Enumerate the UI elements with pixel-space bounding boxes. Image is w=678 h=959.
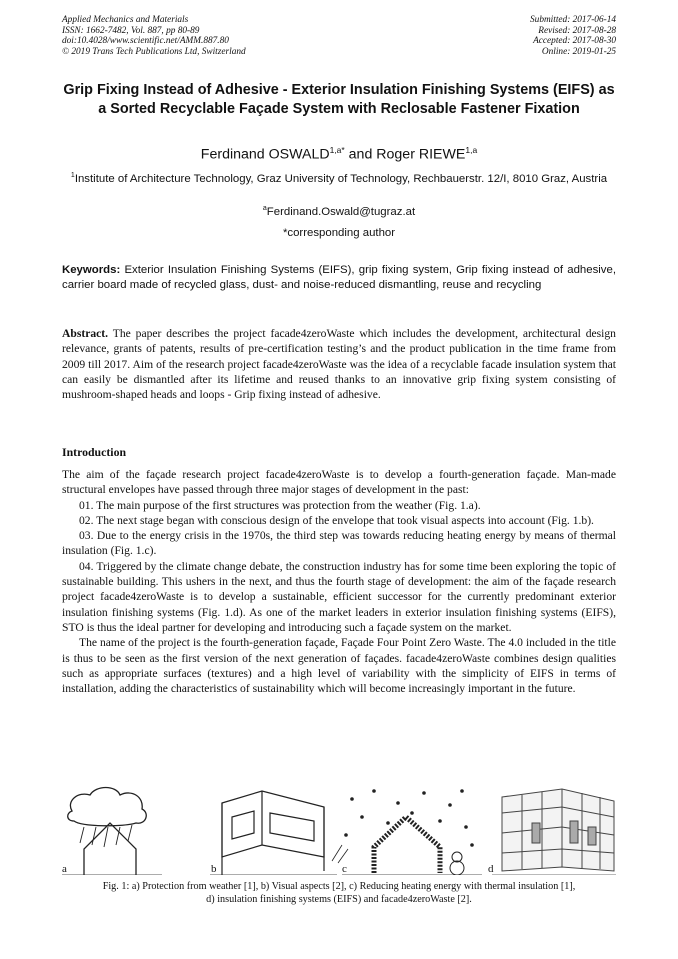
keywords-text: Exterior Insulation Finishing Systems (EIFS), grip fixing system, Grip fixing instead of adhesive, carrier board made of recycled glass, dust- and noise-reduced dismantling, reuse and recycling bbox=[62, 264, 616, 291]
revised-date: Revised: 2017-08-28 bbox=[538, 25, 616, 36]
figure-caption-line-1: Fig. 1: a) Protection from weather [1], b) Visual aspects [2], c) Reducing heating energy with thermal insulation [1], bbox=[102, 881, 576, 892]
corresponding-note: *corresponding author bbox=[282, 227, 396, 239]
figure-1c-insulated-house-drawing bbox=[342, 790, 482, 875]
email-address[interactable]: Ferdinand.Oswald@tugraz.at bbox=[266, 205, 416, 218]
keywords-label: Keywords: bbox=[62, 264, 121, 276]
issn: ISSN: 1662-7482, Vol. 887, pp 80-89 bbox=[62, 25, 200, 36]
abstract-text: The paper describes the project facade4zeroWaste which includes the development, architectural design relevance, grants of patents, results of pre-certification testing’s and the product publication in the time frame from 2009 till 2017. Aim of the research project facade4zeroWaste was the idea of a recyclable facade insulation system that can easily be dismantled after its lifetime and reused thanks to an innovative grip fixing system consisting of mushroom-shaped heads and loops - Grip fixing instead of adhesive. bbox=[62, 327, 616, 402]
email-line bbox=[62, 205, 616, 218]
abstract bbox=[62, 326, 616, 402]
figure-label-c: c bbox=[342, 863, 347, 875]
introduction-heading: Introduction bbox=[62, 445, 127, 459]
keywords bbox=[62, 263, 616, 292]
introduction-body bbox=[62, 467, 616, 696]
author-1: Ferdinand OSWALD bbox=[200, 146, 330, 163]
figure-1a-shelter-drawing bbox=[62, 788, 162, 876]
figure-caption-line-2: d) insulation finishing systems (EIFS) and facade4zeroWaste [2]. bbox=[206, 894, 472, 905]
author-1-sup: 1,a* bbox=[329, 145, 345, 155]
figure-1b-building-drawing bbox=[210, 791, 348, 875]
intro-paragraph-4: 03. Due to the energy crisis in the 1970s, the third step was towards reducing heating energy by means of thermal insulation (Fig. 1.c). bbox=[62, 529, 616, 558]
email-sup: a bbox=[262, 205, 267, 212]
author-line bbox=[62, 145, 616, 163]
copyright: © 2019 Trans Tech Publications Ltd, Switzerland bbox=[62, 46, 246, 57]
submitted-date: Submitted: 2017-06-14 bbox=[530, 15, 616, 25]
figure-caption bbox=[62, 880, 616, 906]
intro-paragraph-1: The aim of the façade research project facade4zeroWaste is to develop a fourth-generation façade. Man-made structural envelopes have passed through three major stages of development in the past: bbox=[62, 468, 616, 497]
author-2-sup: 1,a bbox=[465, 145, 478, 155]
affiliation bbox=[62, 168, 616, 187]
abstract-label: Abstract. bbox=[62, 327, 109, 340]
dates-meta bbox=[530, 15, 616, 57]
accepted-date: Accepted: 2017-08-30 bbox=[533, 36, 616, 47]
figure-1 bbox=[62, 783, 616, 875]
affiliation-sup: 1 bbox=[70, 172, 75, 179]
intro-paragraph-3: 02. The next stage began with conscious design of the envelope that took visual aspects into account (Fig. 1.b). bbox=[79, 513, 594, 527]
intro-paragraph-6: The name of the project is the fourth-generation façade, Façade Four Point Zero Waste. The 4.0 included in the title is thus to be seen as the first version of the next generation of façades. facade4zeroWaste combines design qualities such as appropriate surfaces (textures) and a high level of variability with the simplicity of EIFS in terms of installation, adding the characteristics of sustainability which will become increasingly important in the future. bbox=[62, 636, 616, 696]
journal-meta bbox=[62, 15, 246, 57]
doi: doi:10.4028/www.scientific.net/AMM.887.80 bbox=[62, 36, 229, 47]
figure-label-a: a bbox=[62, 863, 67, 875]
figure-1d-facade-drawing bbox=[492, 789, 616, 875]
figure-label-d: d bbox=[488, 863, 494, 875]
paper-title: Grip Fixing Instead of Adhesive - Exterior Insulation Finishing Systems (EIFS) as a Sorted Recyclable Façade System with Reclosable Fastener Fixation bbox=[63, 82, 615, 117]
intro-paragraph-2: 01. The main purpose of the first structures was protection from the weather (Fig. 1.a). bbox=[79, 498, 481, 512]
online-date: Online: 2019-01-25 bbox=[541, 46, 616, 57]
author-2: Roger RIEWE bbox=[376, 146, 466, 163]
journal-name: Applied Mechanics and Materials bbox=[62, 15, 189, 25]
figure-label-b: b bbox=[211, 863, 217, 875]
affiliation-text: Institute of Architecture Technology, Graz University of Technology, Rechbauerstr. 12/I, 8010 Graz, Austria bbox=[74, 172, 608, 185]
author-conjunction: and bbox=[344, 146, 377, 163]
intro-paragraph-5: 04. Triggered by the climate change debate, the construction industry has for some time been exploring the topic of sustainable building. This ushers in the next, and thus the fourth stage of development: the aim of the façade research project facade4zeroWaste is to develop a sustainable, efficient successor for the currently predominant exterior insulation finishing systems (Fig. 1.d). As one of the market leaders in exterior insulation finishing systems (EIFS), STO is thus the ideal partner for developing and introducing such a façade system on the market. bbox=[62, 559, 616, 634]
